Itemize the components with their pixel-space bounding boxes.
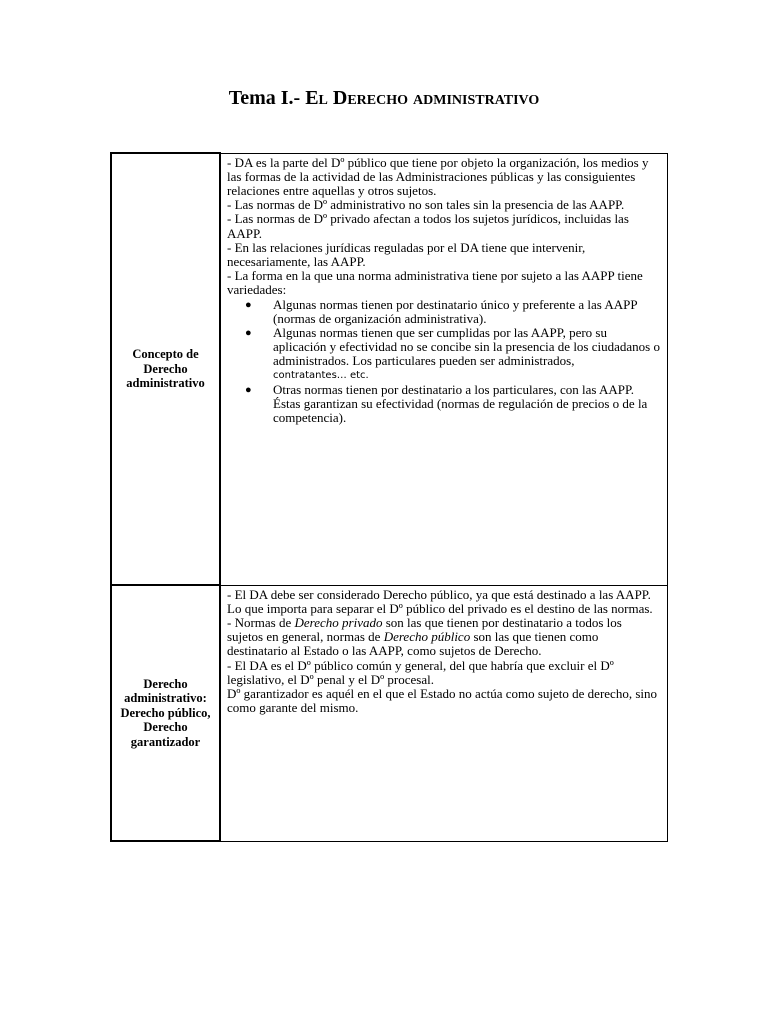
paragraph: - El DA debe ser considerado Derecho público, ya que está destinado a las AAPP. Lo que importa para separar el Dº público del privado es el destino de las normas.	[227, 586, 653, 616]
row-label: Derecho administrativo: Derecho público, Derecho garantizador	[120, 676, 211, 749]
notes-table	[110, 152, 668, 842]
paragraph	[227, 616, 661, 659]
bullet-text: Algunas normas tienen que ser cumplidas por las AAPP, pero su aplicación y efectividad no se concibe sin la presencia de los ciudadanos o administrados. Los particulares pueden ser administrados,	[273, 324, 660, 369]
title-prefix: Tema I.- E	[228, 87, 319, 109]
paragraph: - La forma en la que una norma administrativa tiene por sujeto a las AAPP tiene variedades:	[227, 268, 643, 298]
italic-term: Derecho público	[383, 629, 471, 645]
list-item	[245, 381, 661, 426]
paragraph: Dº garantizador es aquél en el que el Estado no actúa como sujeto de derecho, sino como garante del mismo.	[227, 685, 657, 716]
bullet-icon: ●	[245, 298, 252, 311]
table-row	[111, 153, 668, 585]
italic-term: Derecho privado	[294, 614, 383, 630]
row-label-cell	[111, 153, 220, 585]
paragraph: - Las normas de Dº administrativo no son tales sin la presencia de las AAPP.	[227, 197, 625, 213]
bullet-list	[227, 298, 661, 426]
list-item	[245, 296, 661, 326]
title-small-caps-1: l	[318, 87, 333, 109]
row-content-cell	[220, 585, 668, 841]
bullet-icon: ●	[245, 326, 252, 339]
row-label: Concepto de Derecho administrativo	[126, 347, 205, 391]
bullet-icon: ●	[245, 383, 252, 396]
paragraph: - Las normas de Dº privado afectan a todos los sujetos jurídicos, incluidas las AAPP.	[227, 211, 629, 241]
text-run: - Normas de	[227, 614, 295, 630]
title-d-cap: D	[332, 87, 348, 109]
paragraph: - El DA es el Dº público común y general, del que habría que excluir el Dº legislativo, el Dº penal y el Dº procesal.	[227, 657, 614, 687]
text-run: son las que tienen por destinatario a todos los sujetos en general, normas de	[227, 614, 622, 645]
paragraph: - En las relaciones jurídicas reguladas por el DA tiene que intervenir, necesariamente, las AAPP.	[227, 239, 586, 269]
row-content-cell	[220, 153, 668, 585]
title-small-caps-2: erecho administrativo	[347, 87, 540, 109]
text-run: son las que tienen como destinatario al Estado o las AAPP, como sujetos de Derecho.	[227, 629, 599, 659]
page-title	[0, 84, 768, 112]
bullet-text: Otras normas tienen por destinatario a los particulares, con las AAPP. Éstas garantizan su efectividad (normas de regulación de precios o de la competencia).	[273, 381, 648, 426]
paragraph: - DA es la parte del Dº público que tiene por objeto la organización, los medios y las formas de la actividad de las Administraciones públicas y las consiguientes relaciones entre aquellas y otros sujetos.	[227, 154, 649, 198]
row-label-cell	[111, 585, 220, 841]
table-row	[111, 585, 668, 841]
list-item	[245, 324, 661, 383]
bullet-text-tail: contratantes… etc.	[273, 369, 369, 381]
bullet-text: Algunas normas tienen por destinatario único y preferente a las AAPP (normas de organización administrativa).	[273, 296, 638, 326]
